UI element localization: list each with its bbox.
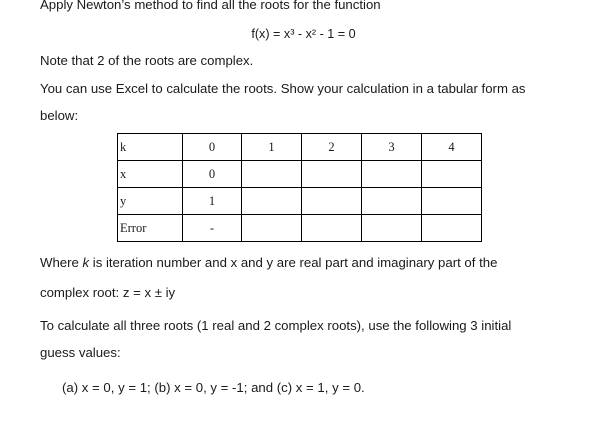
row-header: k [118,134,183,161]
row-header: Error [118,215,183,242]
table-cell [422,188,482,215]
table-row [118,215,482,242]
table-cell [362,188,422,215]
table-cell [302,188,362,215]
where-k-symbol: k [82,255,90,270]
calc-instruction-line-1: To calculate all three roots (1 real and 2 complex roots), use the following 3 initial [40,318,512,333]
where-text-line-1 [40,255,497,270]
table-cell [422,215,482,242]
table-cell [242,188,302,215]
excel-instruction-line-2: below: [40,108,79,123]
table-row [118,161,482,188]
table-cell [242,161,302,188]
table-cell: - [183,215,242,242]
table-cell [302,215,362,242]
table-cell: 0 [183,161,242,188]
intro-text: Apply Newton’s method to find all the roots for the function [40,0,381,12]
table-row [118,188,482,215]
note-text: Note that 2 of the roots are complex. [40,53,254,68]
where-prefix: Where [40,255,83,270]
table-cell [242,215,302,242]
where-text-line-2: complex root: z = x ± iy [40,285,176,300]
row-header: y [118,188,183,215]
calculation-table [117,133,482,242]
table-row [118,134,482,161]
row-header: x [118,161,183,188]
table-cell [302,161,362,188]
table-cell: 3 [362,134,422,161]
equation: f(x) = x³ - x² - 1 = 0 [251,27,356,41]
where-rest: is iteration number and x and y are real part and imaginary part of the [89,255,498,270]
table-cell [362,161,422,188]
table-cell: 2 [302,134,362,161]
calc-instruction-line-2: guess values: [40,345,121,360]
excel-instruction-line-1: You can use Excel to calculate the roots. Show your calculation in a tabular form as [40,81,526,96]
table-cell: 4 [422,134,482,161]
table-cell [362,215,422,242]
table-cell: 1 [183,188,242,215]
table-cell [422,161,482,188]
table-cell: 1 [242,134,302,161]
table-cell: 0 [183,134,242,161]
initial-guesses: (a) x = 0, y = 1; (b) x = 0, y = -1; and (c) x = 1, y = 0. [62,380,365,395]
